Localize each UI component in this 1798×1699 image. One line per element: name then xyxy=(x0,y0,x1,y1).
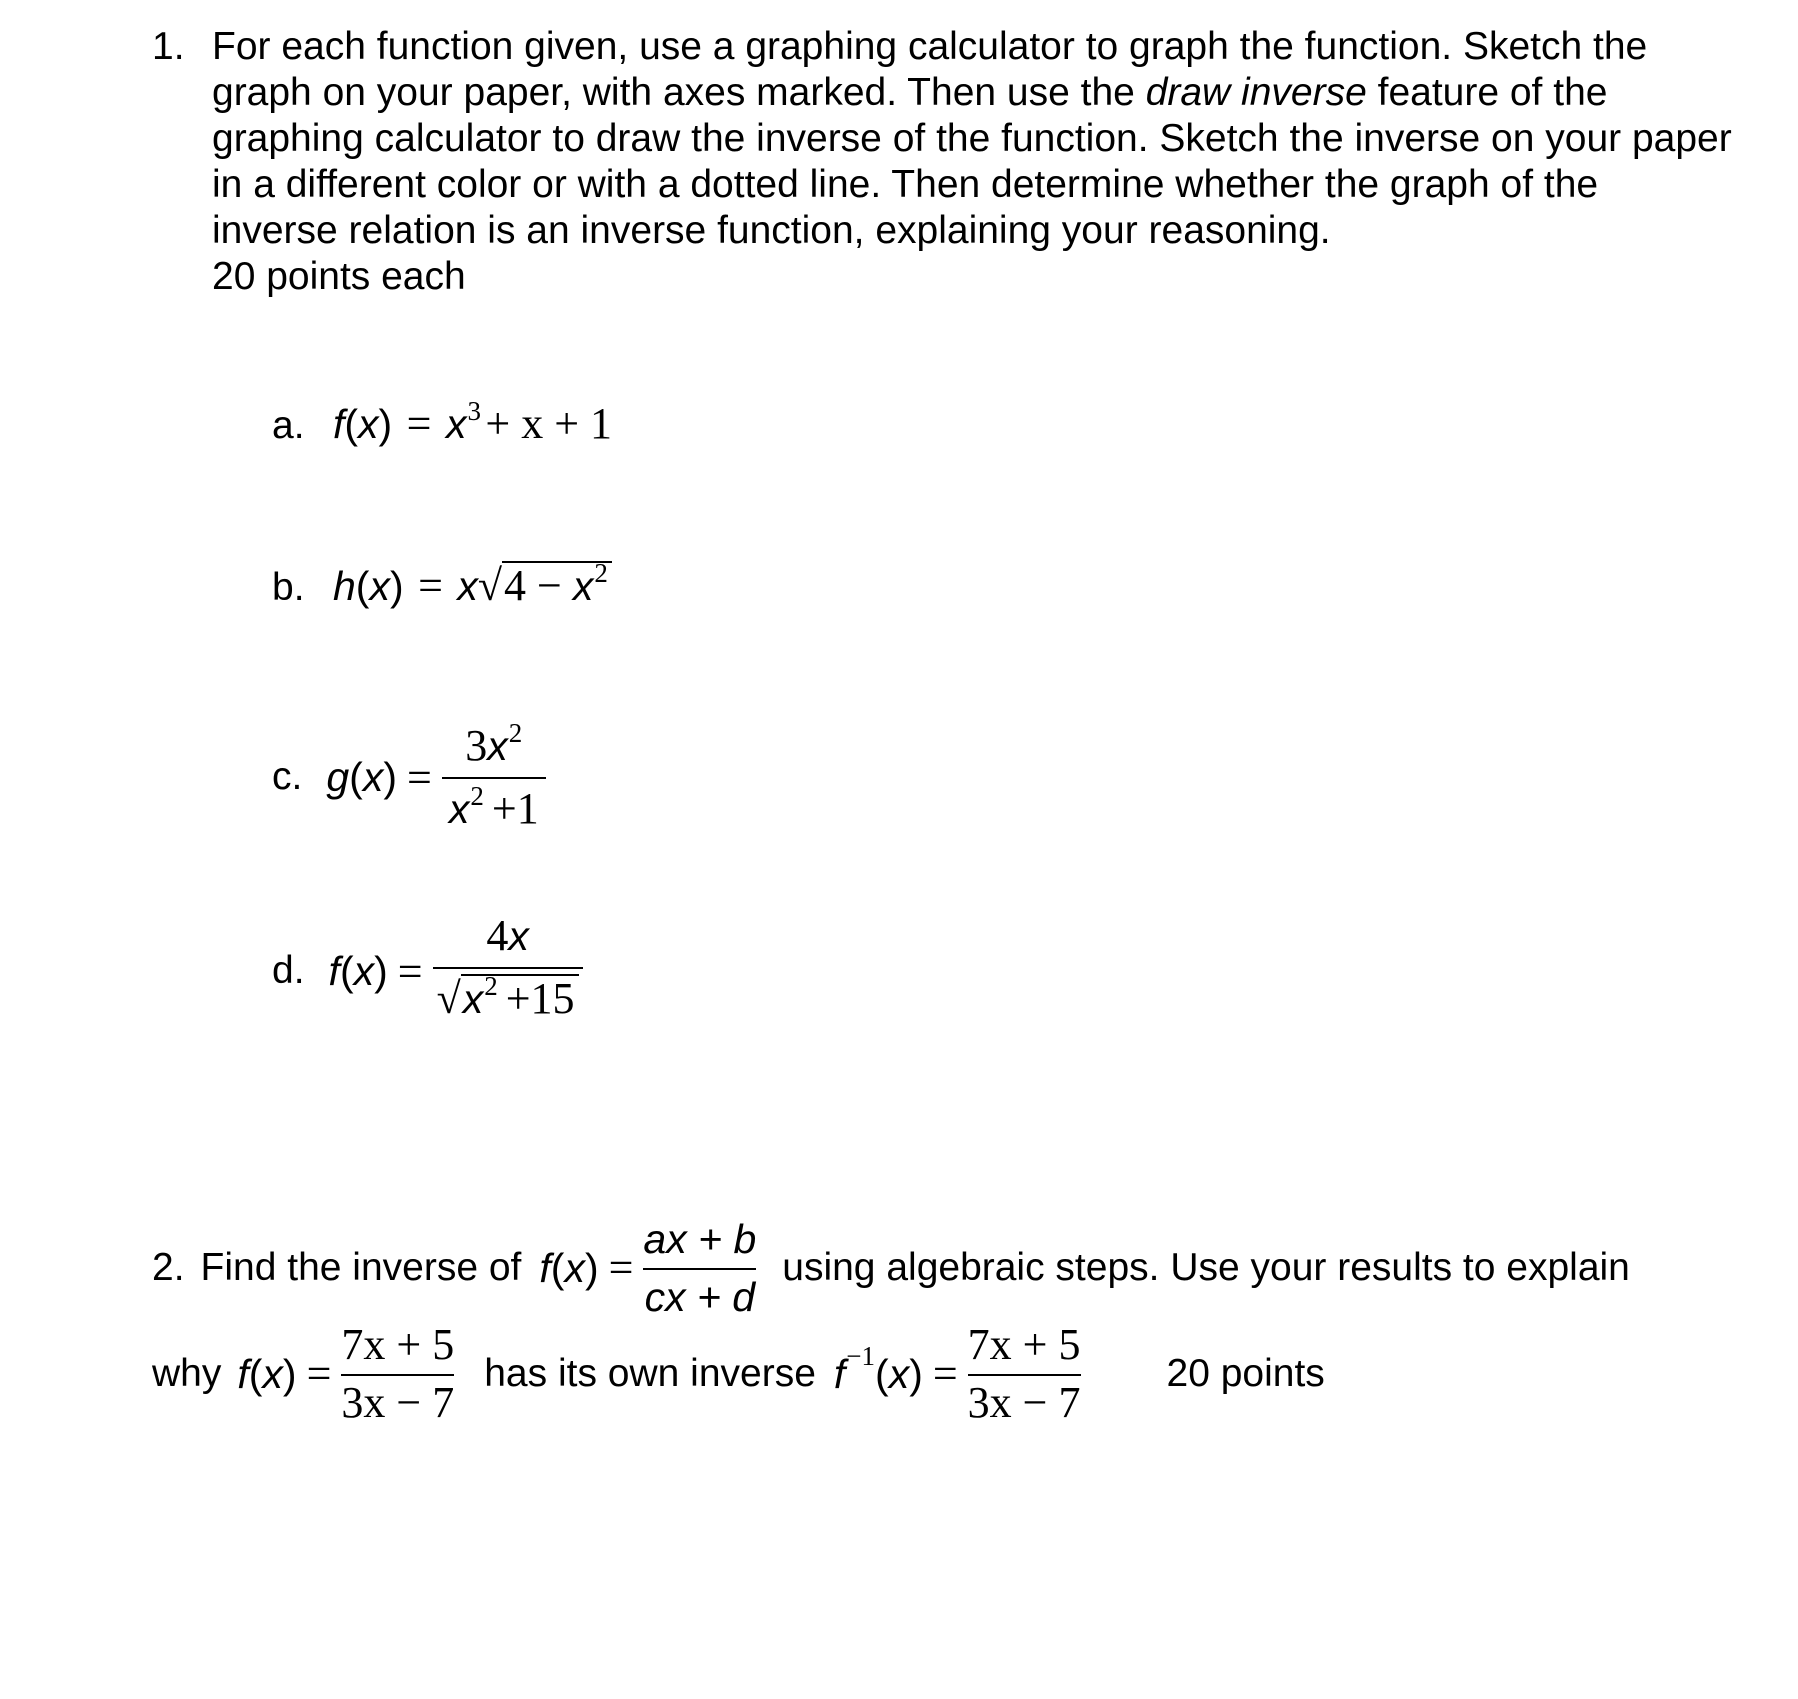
part-d-var: x xyxy=(353,947,375,994)
part-c-fraction xyxy=(442,720,546,834)
q1-text-italic: draw inverse xyxy=(1145,71,1367,114)
fraction-bar xyxy=(341,1374,454,1376)
question-2-line-1: 2. Find the inverse of f ( x ) = $\frac{ax + b}{cx + d}$ using algebraic steps. Use your results to explain xyxy=(152,1216,1630,1320)
part-d: d. f ( x ) = $\frac{4x}{√x2 +15}$ xyxy=(272,910,583,1032)
part-a-x: x xyxy=(445,401,467,447)
part-a: a. f(x) = x3 + x + 1 xyxy=(272,396,613,448)
question-2-number: 2. xyxy=(152,1246,185,1289)
part-a-exp: 3 xyxy=(467,396,481,426)
part-d-denominator: √x2 +15 xyxy=(437,973,579,1032)
part-b-func: h xyxy=(332,563,356,609)
part-a-rest: + x + 1 xyxy=(485,399,613,448)
q2-inverse-superscript: −1 xyxy=(846,1341,876,1371)
part-c: c. g ( x ) = $\frac{3x2}{x2 +1}$ xyxy=(272,720,546,834)
part-b: b. h(x) = x√4 − x2 xyxy=(272,560,612,619)
q1-points: 20 points each xyxy=(212,255,466,298)
part-a-var: x xyxy=(358,401,379,447)
part-c-func: g xyxy=(326,753,350,800)
question-1-number: 1. xyxy=(152,25,185,68)
q1-text-after: feature of the graphing calculator to draw the inverse of the function. Sketch the inverse on your paper in a different color or with a dotted line. Then determine whether the graph of the inverse relation is an inverse function, explaining your reasoning. xyxy=(212,71,1732,252)
q2-specific-numerator: 7x + 5 xyxy=(341,1320,455,1369)
fraction-bar xyxy=(968,1374,1081,1376)
q2-specific-denominator: 3x − 7 xyxy=(341,1378,455,1427)
part-c-denominator: x2 +1 xyxy=(448,781,539,833)
sqrt-symbol-icon: √ xyxy=(436,974,461,1023)
q2-inverse-fraction xyxy=(968,1322,1081,1426)
q2-text-1: Find the inverse of xyxy=(200,1246,522,1289)
part-b-x: x xyxy=(457,563,478,609)
part-d-numerator: 4x xyxy=(486,911,529,960)
sqrt-symbol-icon: √ xyxy=(477,561,502,610)
fraction-bar xyxy=(442,777,546,779)
fraction-bar xyxy=(433,967,583,969)
q2-why: why xyxy=(152,1352,222,1395)
q2-text-2: using algebraic steps. Use your results to explain xyxy=(782,1246,1630,1289)
question-2-line-2: why f ( x ) = $\frac{7x + 5}{3x - 7}$ has its own inverse f −1 ( x ) = $\frac{7x + 5}{3x - 7}$ 20 points xyxy=(152,1320,1325,1427)
part-d-fraction xyxy=(433,910,583,1032)
q2-points: 20 points xyxy=(1166,1352,1325,1395)
question-1-instructions xyxy=(212,24,1732,300)
part-b-label: b. xyxy=(272,566,305,609)
part-b-var: x xyxy=(369,563,390,609)
part-c-label: c. xyxy=(272,755,303,798)
part-c-var: x xyxy=(362,753,384,800)
q2-inverse-denominator: 3x − 7 xyxy=(967,1378,1081,1427)
part-c-numerator: 3x2 xyxy=(465,718,523,770)
q2-text-3: has its own inverse xyxy=(484,1352,816,1395)
part-d-label: d. xyxy=(272,949,305,992)
q1-text-before: For each function given, use a graphing calculator to graph the function. Sketch the graph on your paper, with axes marked. Then use the xyxy=(212,25,1648,114)
q2-inverse-numerator: 7x + 5 xyxy=(967,1320,1081,1369)
q2-general-fraction xyxy=(643,1216,756,1320)
q2-general-denominator: cx + d xyxy=(644,1274,756,1320)
part-a-func: f xyxy=(332,401,345,447)
part-b-radicand: 4 − x2 xyxy=(502,561,612,619)
fraction-bar xyxy=(643,1268,756,1270)
part-d-func: f xyxy=(328,947,340,994)
part-a-label: a. xyxy=(272,404,305,447)
q2-specific-fraction xyxy=(341,1322,454,1426)
q2-general-numerator: ax + b xyxy=(643,1216,757,1262)
